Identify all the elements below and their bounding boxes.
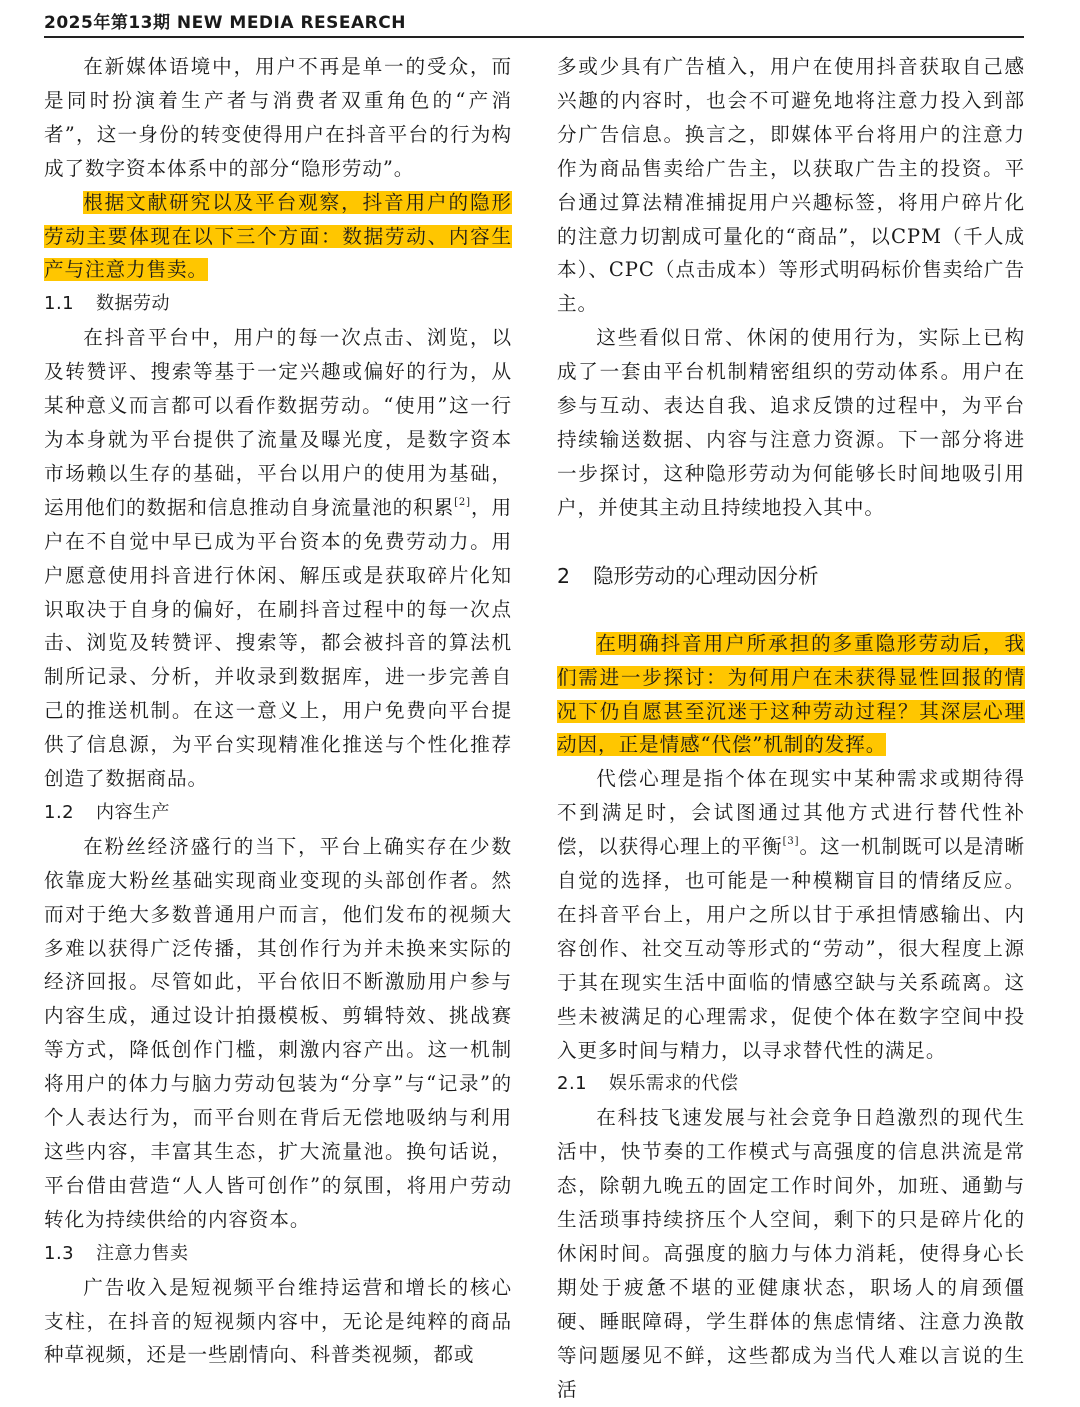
subsection-title: 内容生产 xyxy=(96,801,170,823)
paragraph-attention-continued: 多或少具有广告植入，用户在使用抖音获取自己感兴趣的内容时，也会不可避免地将注意力投入到部分广告信息。换言之，即媒体平台将用户的注意力作为商品售卖给广告主，以获取广告主的投资。平台通过算法精准捕捉用户兴趣标签，将用户碎片化的注意力切割成可量化的“商品”，以CPM（千人成本）、CPC（点击成本）等形式明码标价售卖给广告主。 xyxy=(557,55,1025,316)
subsection-1-3-heading xyxy=(44,1237,512,1271)
section-2-heading xyxy=(557,559,1025,593)
journal-header: 2025年第13期 NEW MEDIA RESEARCH xyxy=(44,10,1024,38)
left-column xyxy=(44,50,512,1372)
right-column xyxy=(557,50,1025,1407)
paragraph-compensation-question xyxy=(557,627,1025,763)
subsection-number: 2.1 xyxy=(557,1073,588,1095)
citation-ref[interactable]: [2] xyxy=(454,496,471,508)
subsection-1-1-heading xyxy=(44,287,512,321)
subsection-title: 注意力售卖 xyxy=(96,1242,189,1264)
paragraph-entertainment-need: 在科技飞速发展与社会竞争日趋激烈的现代生活中，快节奏的工作模式与高强度的信息洪流是常态，除朝九晚五的固定工作时间外，加班、通勤与生活琐事持续挤压个人空间，剩下的只是碎片化的休闲时间。高强度的脑力与体力消耗，使得身心长期处于疲惫不堪的亚健康状态，职场人的肩颈僵硬、睡眠障碍，学生群体的焦虑情绪、注意力涣散等问题屡见不鲜，这些都成为当代人难以言说的生活 xyxy=(557,1106,1025,1401)
highlight-compensation-question: 在明确抖音用户所承担的多重隐形劳动后，我们需进一步探讨：为何用户在未获得显性回报的情况下仍自愿甚至沉迷于这种劳动过程？其深层心理动因，正是情感“代偿”机制的发挥。 xyxy=(557,631,1025,757)
subsection-title: 娱乐需求的代偿 xyxy=(609,1073,739,1095)
section-number: 2 xyxy=(557,563,571,588)
subsection-1-2-heading xyxy=(44,796,512,830)
subsection-number: 1.2 xyxy=(44,801,75,823)
section-title: 隐形劳动的心理动因分析 xyxy=(593,563,819,588)
highlight-three-aspects: 根据文献研究以及平台观察，抖音用户的隐形劳动主要体现在以下三个方面：数据劳动、内容生产与注意力售卖。 xyxy=(44,190,512,282)
paragraph-data-labor: 在抖音平台中，用户的每一次点击、浏览，以及转赞评、搜索等基于一定兴趣或偏好的行为，从某种意义而言都可以看作数据劳动。“使用”这一行为本身就为平台提供了流量及曝光度，是数字资本市场赖以生存的基础，平台以用户的使用为基础，运用他们的数据和信息推动自身流量池的积累[2]，用户在不自觉中早已成为平台资本的免费劳动力。用户愿意使用抖音进行休闲、解压或是获取碎片化知识取决于自身的偏好，在刷抖音过程中的每一次点击、浏览及转赞评、搜索等，都会被抖音的算法机制所记录、分析，并收录到数据库，进一步完善自己的推送机制。在这一意义上，用户免费向平台提供了信息源，为平台实现精准化推送与个性化推荐创造了数据商品。 xyxy=(44,326,512,791)
subsection-number: 1.3 xyxy=(44,1242,75,1264)
paragraph-content-production: 在粉丝经济盛行的当下，平台上确实存在少数依靠庞大粉丝基础实现商业变现的头部创作者。然而对于绝大多数普通用户而言，他们发布的视频大多难以获得广泛传播，其创作行为并未换来实际的经济回报。尽管如此，平台依旧不断激励用户参与内容生成，通过设计拍摄模板、剪辑特效、挑战赛等方式，降低创作门槛，刺激内容产出。这一机制将用户的体力与脑力劳动包装为“分享”与“记录”的个人表达行为，而平台则在背后无偿地吸纳与利用这些内容，丰富其生态，扩大流量池。换句话说，平台借由营造“人人皆可创作”的氛围，将用户劳动转化为持续供给的内容资本。 xyxy=(44,834,512,1231)
subsection-number: 1.1 xyxy=(44,293,75,315)
paragraph-prosumer: 在新媒体语境中，用户不再是单一的受众，而是同时扮演着生产者与消费者双重角色的“产消者”，这一身份的转变使得用户在抖音平台的行为构成了数字资本体系中的部分“隐形劳动”。 xyxy=(44,55,512,180)
citation-ref[interactable]: [3] xyxy=(782,836,800,848)
paragraph-labor-system: 这些看似日常、休闲的使用行为，实际上已构成了一套由平台机制精密组织的劳动体系。用户在参与互动、表达自我、追求反馈的过程中，为平台持续输送数据、内容与注意力资源。下一部分将进一步探讨，这种隐形劳动为何能够长时间地吸引用户，并使其主动且持续地投入其中。 xyxy=(557,326,1025,519)
subsection-title: 数据劳动 xyxy=(96,293,170,315)
subsection-2-1-heading xyxy=(557,1067,1025,1101)
paragraph-three-aspects xyxy=(44,186,512,288)
paragraph-compensation-psychology: 代偿心理是指个体在现实中某种需求或期待得不到满足时，会试图通过其他方式进行替代性补偿，以获得心理上的平衡[3]。这一机制既可以是清晰自觉的选择，也可能是一种模糊盲目的情绪反应。在抖音平台上，用户之所以甘于承担情感输出、内容创作、社交互动等形式的“劳动”，很大程度上源于其在现实生活中面临的情感空缺与关系疏离。这些未被满足的心理需求，促使个体在数字空间中投入更多时间与精力，以寻求替代性的满足。 xyxy=(557,767,1025,1062)
paragraph-attention-sale: 广告收入是短视频平台维持运营和增长的核心支柱，在抖音的短视频内容中，无论是纯粹的商品种草视频，还是一些剧情向、科普类视频，都或 xyxy=(44,1275,512,1367)
